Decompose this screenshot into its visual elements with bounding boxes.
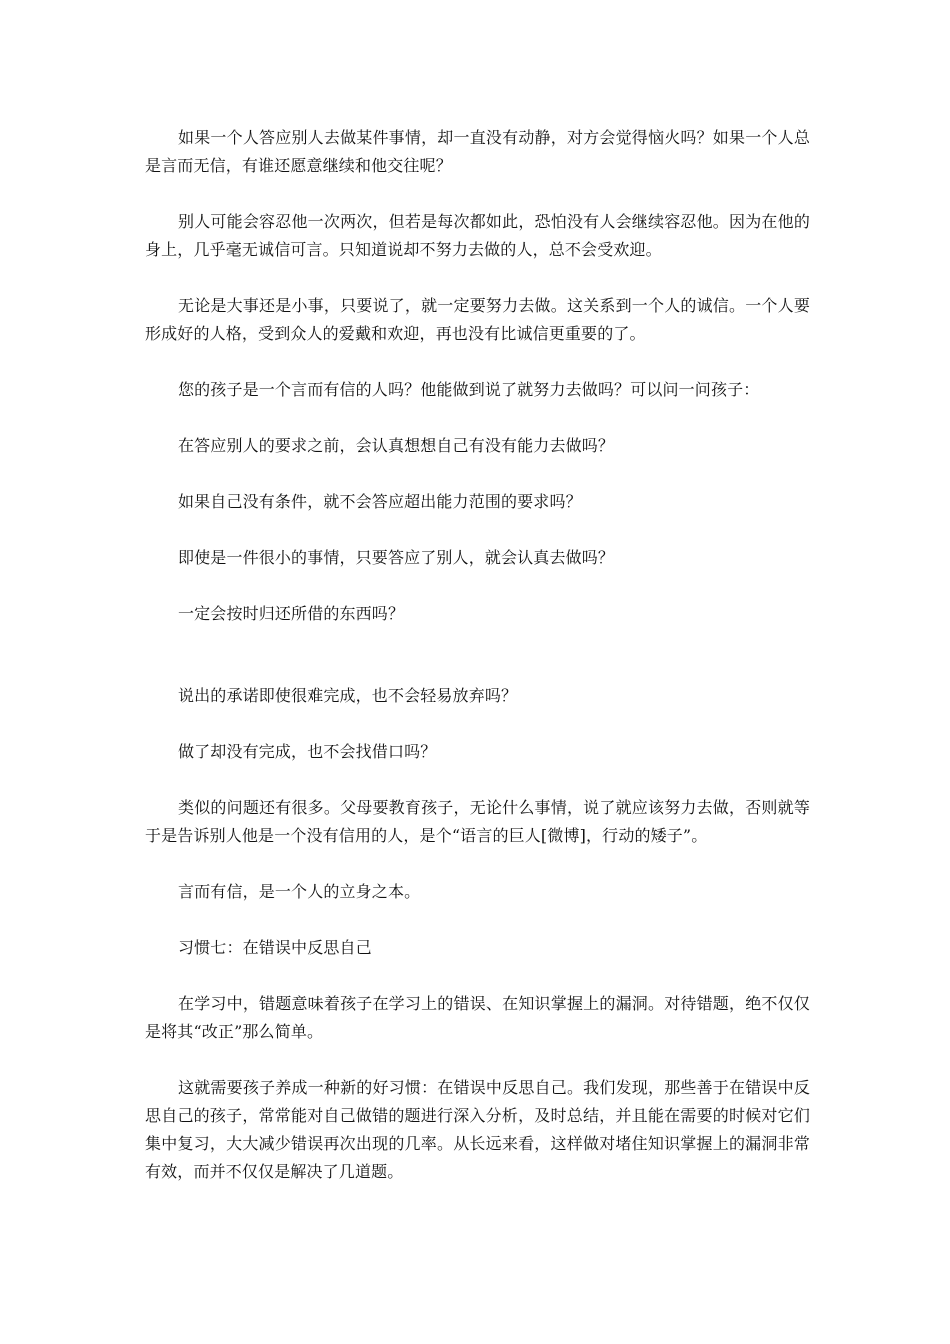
paragraph-gap <box>145 1046 810 1074</box>
paragraph: 无论是大事还是小事，只要说了，就一定要努力去做。这关系到一个人的诚信。一个人要形成好的人格，受到众人的爱戴和欢迎，再也没有比诚信更重要的了。 <box>145 296 810 343</box>
paragraph-gap <box>145 906 810 934</box>
paragraph-gap <box>145 710 810 738</box>
paragraph-gap <box>145 460 810 488</box>
document-body <box>145 124 810 1186</box>
paragraph: 类似的问题还有很多。父母要教育孩子，无论什么事情，说了就应该努力去做，否则就等于是告诉别人他是一个没有信用的人，是个“语言的巨人[微博]，行动的矮子”。 <box>145 798 810 845</box>
section-heading: 习惯七：在错误中反思自己 <box>178 938 372 957</box>
paragraph: 别人可能会容忍他一次两次，但若是每次都如此，恐怕没有人会继续容忍他。因为在他的身上，几乎毫无诚信可言。只知道说却不努力去做的人，总不会受欢迎。 <box>145 212 810 259</box>
question-item: 如果自己没有条件，就不会答应超出能力范围的要求吗？ <box>178 492 582 511</box>
paragraph-gap <box>145 850 810 878</box>
paragraph-gap <box>145 264 810 292</box>
paragraph-gap <box>145 516 810 544</box>
question-item: 做了却没有完成，也不会找借口吗？ <box>178 742 437 761</box>
paragraph: 言而有信，是一个人的立身之本。 <box>178 882 421 901</box>
paragraph: 您的孩子是一个言而有信的人吗？他能做到说了就努力去做吗？可以问一问孩子： <box>178 380 760 399</box>
paragraph-gap <box>145 404 810 432</box>
paragraph-gap-large <box>145 628 810 682</box>
paragraph: 这就需要孩子养成一种新的好习惯：在错误中反思自己。我们发现，那些善于在错误中反思自己的孩子，常常能对自己做错的题进行深入分析，及时总结，并且能在需要的时候对它们集中复习，大大减少错误再次出现的几率。从长远来看，这样做对堵住知识掌握上的漏洞非常有效，而并不仅仅是解决了几道题。 <box>145 1078 810 1181</box>
question-item: 在答应别人的要求之前，会认真想想自己有没有能力去做吗？ <box>178 436 615 455</box>
paragraph: 如果一个人答应别人去做某件事情，却一直没有动静，对方会觉得恼火吗？如果一个人总是言而无信，有谁还愿意继续和他交往呢？ <box>145 128 810 175</box>
paragraph: 在学习中，错题意味着孩子在学习上的错误、在知识掌握上的漏洞。对待错题，绝不仅仅是将其“改正”那么简单。 <box>145 994 810 1041</box>
paragraph-gap <box>145 572 810 600</box>
paragraph-gap <box>145 180 810 208</box>
paragraph-gap <box>145 766 810 794</box>
question-item: 即使是一件很小的事情，只要答应了别人，就会认真去做吗？ <box>178 548 615 567</box>
paragraph-gap <box>145 962 810 990</box>
question-item: 一定会按时归还所借的东西吗？ <box>178 604 405 623</box>
question-item: 说出的承诺即使很难完成，也不会轻易放弃吗？ <box>178 686 518 705</box>
paragraph-gap <box>145 348 810 376</box>
